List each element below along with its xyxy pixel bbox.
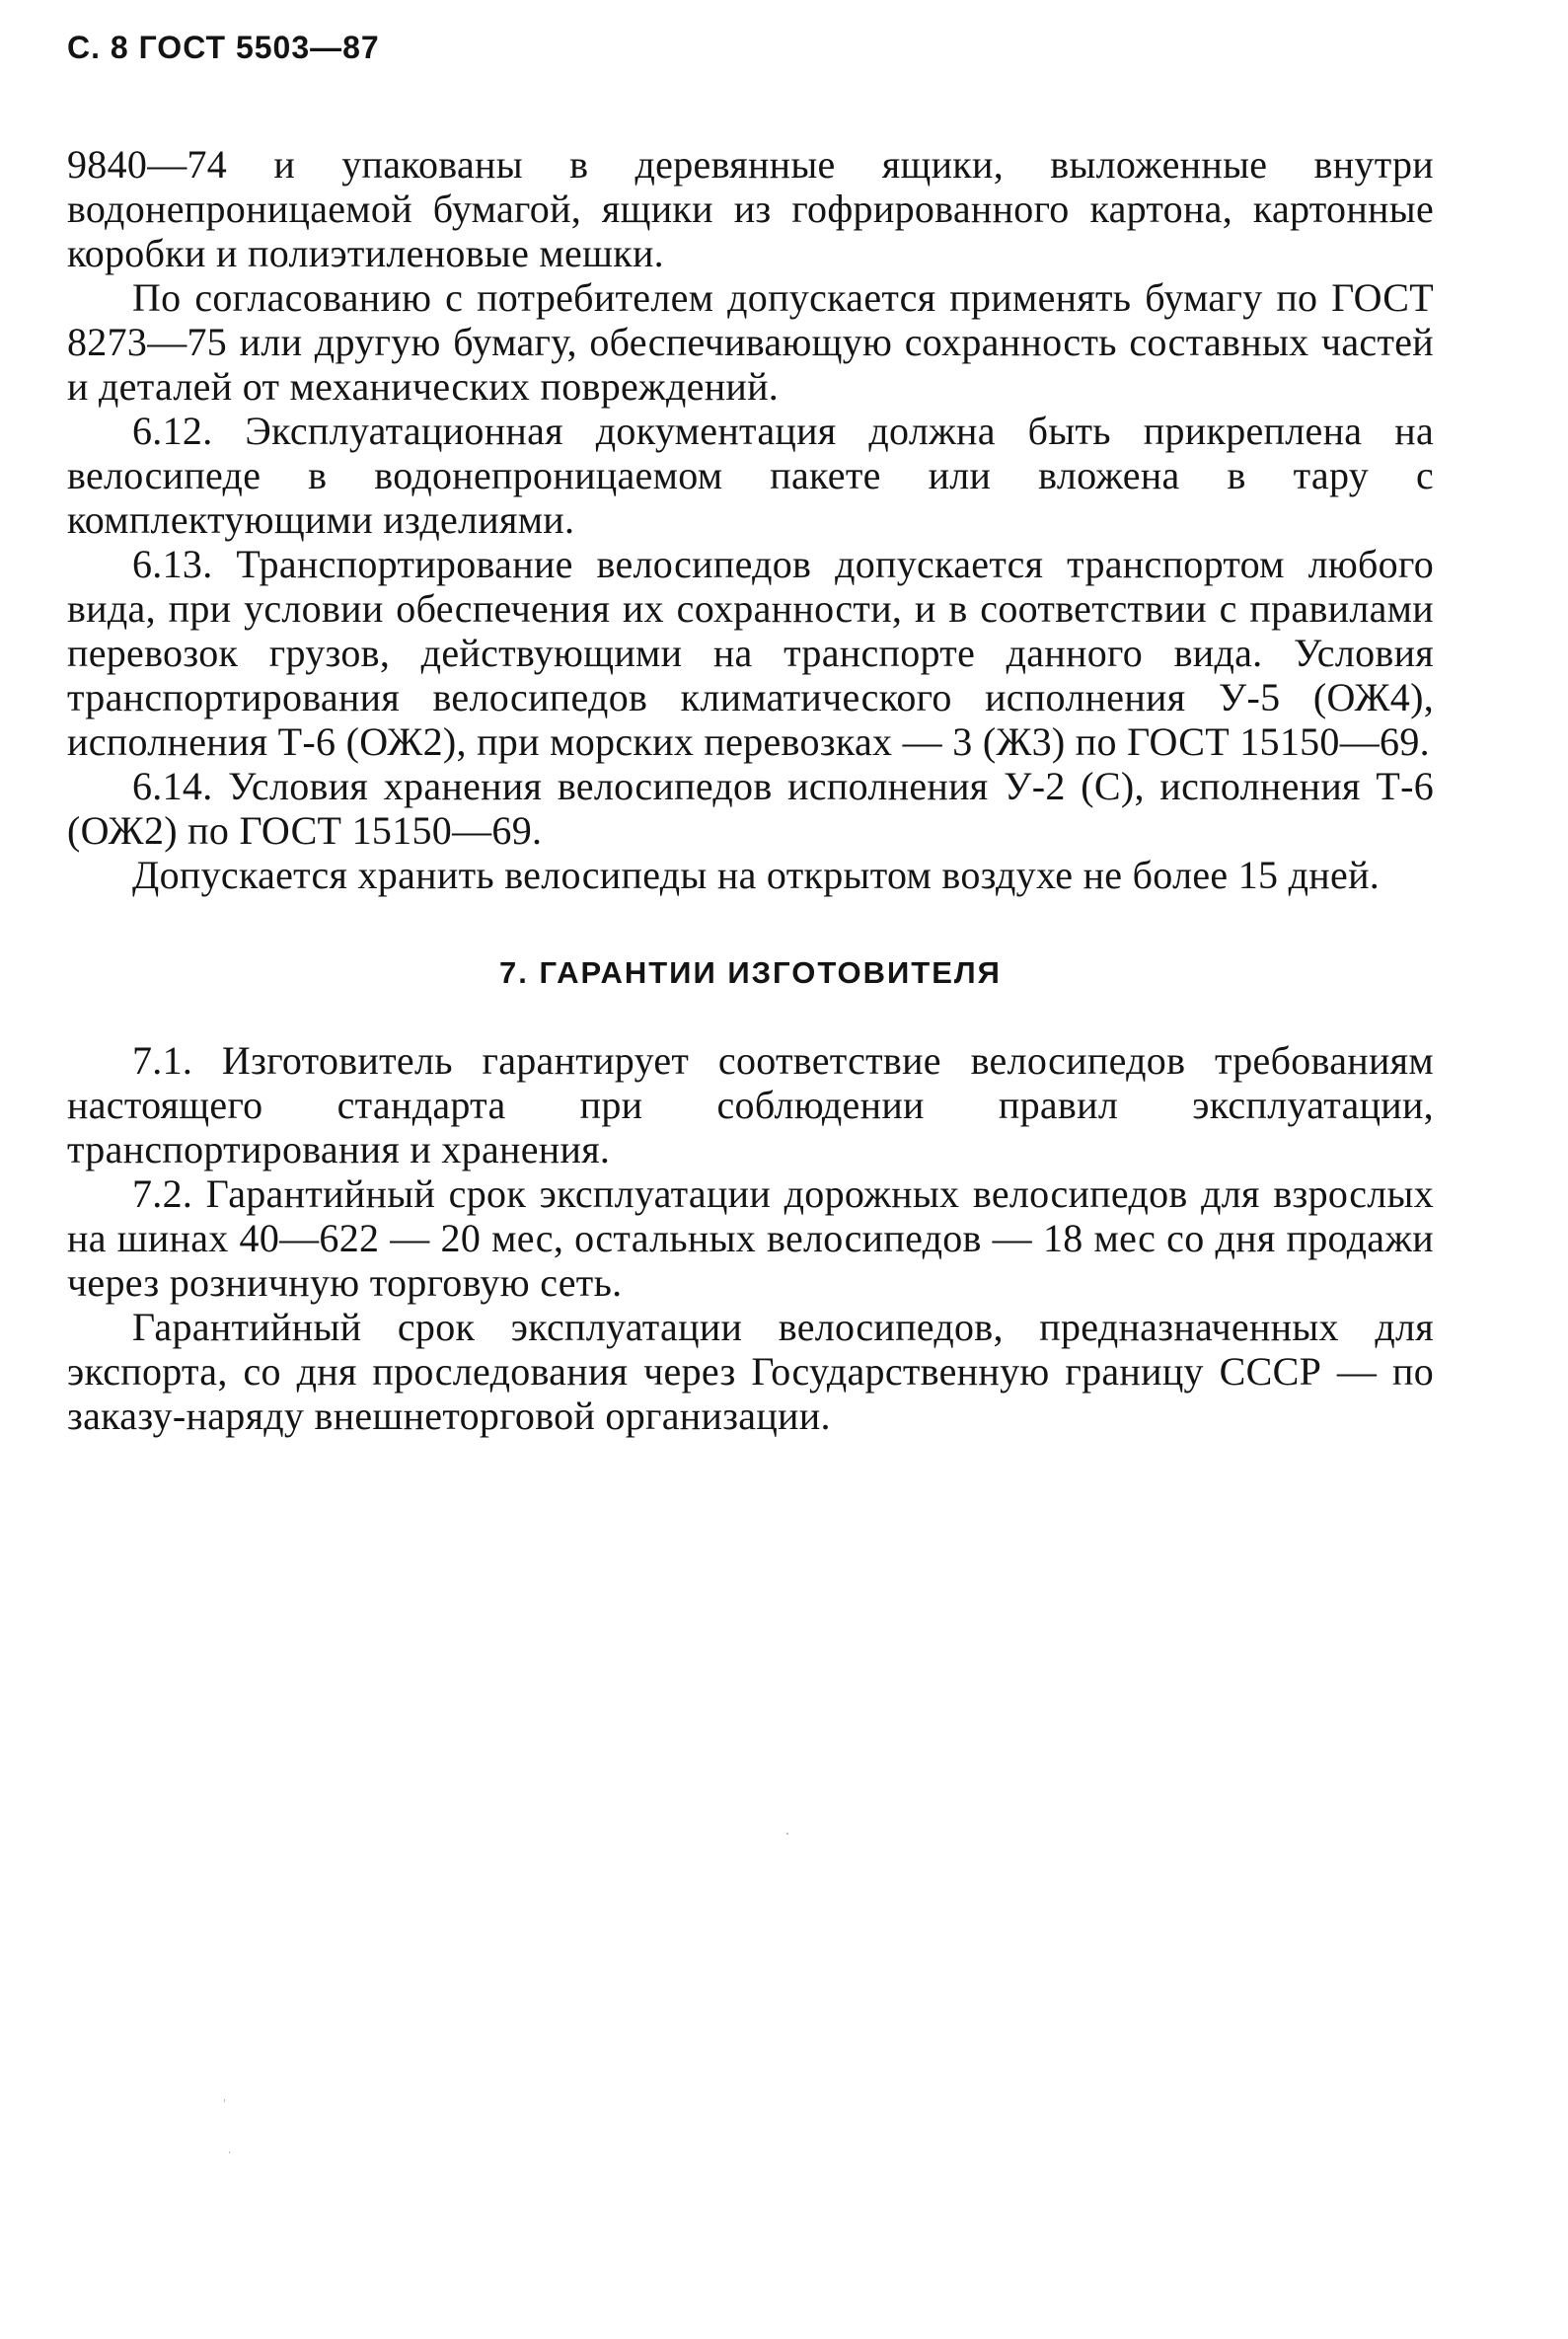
paragraph-export-warranty: Гарантийный срок эксплуатации велосипедов, предназначенных для экспорта, со дня проследования через Государственную границу СССР — по заказу-наряду внешнеторговой организации. [67,1305,1434,1438]
scan-speck [224,2099,225,2102]
document-page [67,28,1434,1438]
paragraph-clause-7-1: 7.1. Изготовитель гарантирует соответствие велосипедов требованиям настоящего стандарта при соблюдении правил эксплуатации, транспортирования и хранения. [67,1038,1434,1171]
paragraph-paper-agreement: По согласованию с потребителем допускается применять бумагу по ГОСТ 8273—75 или другую бумагу, обеспечивающую сохранность составных частей и деталей от механических повреждений. [67,275,1434,409]
paragraph-clause-7-2: 7.2. Гарантийный срок эксплуатации дорожных велосипедов для взрослых на шинах 40—622 — 20 мес, остальных велосипедов — 18 мес со дня продажи через розничную торговую сеть. [67,1171,1434,1305]
paragraph-clause-6-12: 6.12. Эксплуатационная документация должна быть прикреплена на велосипеде в водонепроницаемом пакете или вложена в тару с комплектующими изделиями. [67,409,1434,542]
paragraph-packaging-continued: 9840—74 и упакованы в деревянные ящики, выложенные внутри водонепроницаемой бумагой, ящики из гофрированного картона, картонные коробки и полиэтиленовые мешки. [67,142,1434,275]
scan-speck [229,2151,230,2153]
paragraph-clause-6-14: 6.14. Условия хранения велосипедов исполнения У-2 (С), исполнения Т-6 (ОЖ2) по ГОСТ 15150—69. [67,764,1434,853]
running-header: С. 8 ГОСТ 5503—87 [67,30,380,65]
paragraph-outdoor-storage: Допускается хранить велосипеды на открытом воздухе не более 15 дней. [132,853,1381,897]
paragraph-clause-6-13: 6.13. Транспортирование велосипедов допускается транспортом любого вида, при условии обеспечения их сохранности, и в соответствии с правилами перевозок грузов, действующими на транспорте данного вида. Условия транспортирования велосипедов климатического исполнения У-5 (ОЖ4), исполнения Т-6 (ОЖ2), при морских перевозках — 3 (Ж3) по ГОСТ 15150—69. [67,542,1434,764]
section-title: 7. ГАРАНТИИ ИЗГОТОВИТЕЛЯ [499,955,1002,990]
scan-speck [786,1833,788,1835]
